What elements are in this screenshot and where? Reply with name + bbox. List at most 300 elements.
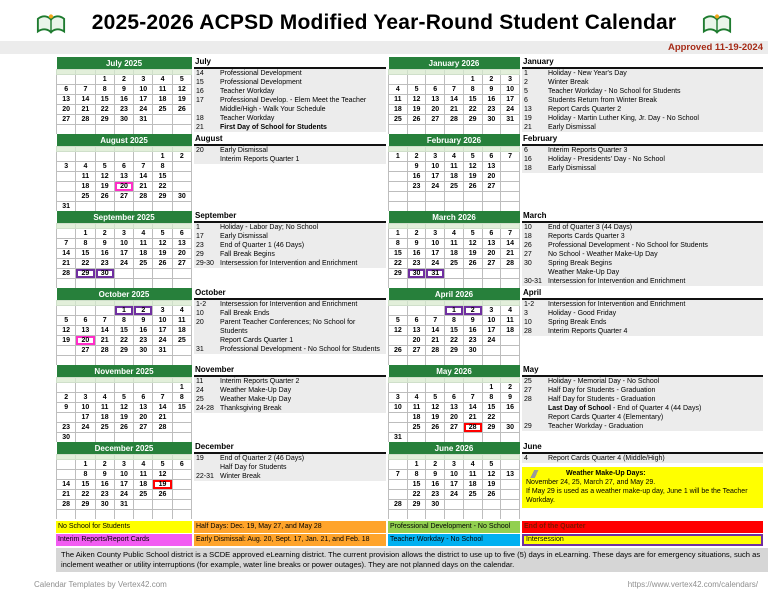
calendar-week-row <box>57 229 192 239</box>
calendar-empty-cell <box>426 192 445 202</box>
calendar-day-cell: 23 <box>463 336 482 346</box>
calendar-day-cell: 25 <box>463 490 482 500</box>
calendar-week-row <box>57 433 192 443</box>
calendar-day-cell: 15 <box>172 403 191 413</box>
calendar-day-cell: 9 <box>134 316 153 326</box>
calendar-day-cell: 20 <box>114 182 133 192</box>
calendar-empty-cell <box>57 192 76 202</box>
calendar-empty-cell <box>76 383 95 393</box>
calendar-day-cell: 4 <box>76 162 95 172</box>
event-text: Holiday - Presidents' Day - No School <box>548 156 665 163</box>
calendar-week-row <box>389 393 520 403</box>
calendar-empty-cell <box>76 433 95 443</box>
calendar-day-cell: 24 <box>501 105 520 115</box>
event-text: Teacher Workday - Graduation <box>548 423 644 430</box>
calendar-empty-cell <box>389 490 408 500</box>
calendar-day-cell: 19 <box>463 172 482 182</box>
calendar-day-cell: 28 <box>76 115 95 125</box>
calendar-day-cell: 8 <box>445 316 464 326</box>
calendar-week-row <box>389 125 520 135</box>
calendar-day-cell: 31 <box>501 115 520 125</box>
calendar-day-cell: 8 <box>95 85 114 95</box>
calendar-empty-cell <box>172 182 191 192</box>
calendar-day-cell: 30 <box>95 269 114 279</box>
calendar-empty-cell <box>407 510 426 520</box>
calendar-empty-cell <box>501 182 520 192</box>
event-date: 11 <box>196 378 204 385</box>
calendar-day-cell: 4 <box>501 306 520 316</box>
calendar-week-row <box>57 105 192 115</box>
calendar-day-cell: 14 <box>463 403 482 413</box>
calendar-day-cell: 10 <box>426 239 445 249</box>
calendar-day-cell: 17 <box>114 249 133 259</box>
calendar-day-cell: 25 <box>76 192 95 202</box>
legend-end-of-quarter: End of the Quarter <box>522 521 763 533</box>
calendar-day-cell: 16 <box>114 95 133 105</box>
calendar-day-cell: 17 <box>445 480 464 490</box>
event-row <box>522 259 763 268</box>
calendar-week-row <box>389 403 520 413</box>
calendar-day-cell: 25 <box>445 259 464 269</box>
calendar-day-cell: 6 <box>482 152 501 162</box>
calendar-header-row <box>389 442 520 455</box>
calendar-table <box>56 288 192 365</box>
calendar-day-cell: 3 <box>76 393 95 403</box>
calendar-day-cell: 22 <box>389 259 408 269</box>
legend-intersession: Intersession <box>522 534 763 546</box>
event-row <box>194 87 386 96</box>
calendar-day-cell: 15 <box>389 249 408 259</box>
weather-makeup-box <box>522 467 763 508</box>
calendar-empty-cell <box>407 279 426 289</box>
calendar-empty-cell <box>153 433 172 443</box>
calendar-empty-cell <box>501 279 520 289</box>
calendar-empty-cell <box>134 383 153 393</box>
calendar-empty-cell <box>172 433 191 443</box>
calendar-day-cell: 7 <box>445 85 464 95</box>
event-date: 17 <box>196 233 204 240</box>
calendar-empty-cell <box>426 125 445 135</box>
calendar-empty-cell <box>445 75 464 85</box>
calendar-day-cell: 29 <box>95 115 114 125</box>
calendar-day-cell: 23 <box>134 336 153 346</box>
event-row <box>194 395 386 404</box>
event-date: 28 <box>524 396 532 403</box>
event-date: 18 <box>524 233 532 240</box>
calendar-week-row <box>389 182 520 192</box>
calendar-month-title: October 2025 <box>57 288 192 301</box>
calendar-day-cell: 30 <box>95 500 114 510</box>
calendar-table <box>56 57 192 134</box>
event-date: 24 <box>196 387 204 394</box>
calendar-day-cell: 27 <box>172 259 191 269</box>
calendar-week-row <box>389 460 520 470</box>
calendar-month-title: November 2025 <box>57 365 192 378</box>
calendar-day-cell: 11 <box>134 470 153 480</box>
event-row <box>194 345 386 354</box>
calendar-empty-cell <box>172 413 191 423</box>
calendar-day-cell: 1 <box>76 229 95 239</box>
calendar-day-cell: 4 <box>134 229 153 239</box>
calendar-day-cell: 18 <box>95 413 114 423</box>
calendar-day-cell: 1 <box>389 152 408 162</box>
calendar-empty-cell <box>463 279 482 289</box>
calendar-day-cell: 28 <box>501 259 520 269</box>
calendar-day-cell: 23 <box>482 105 501 115</box>
calendar-week-row <box>57 306 192 316</box>
calendar-empty-cell <box>426 75 445 85</box>
event-date: 14 <box>196 70 204 77</box>
calendar-empty-cell <box>389 423 408 433</box>
calendar-week-row <box>389 75 520 85</box>
calendar-day-cell: 9 <box>407 239 426 249</box>
calendar-week-row <box>57 480 192 490</box>
calendar-empty-cell <box>407 306 426 316</box>
calendar-day-cell: 28 <box>57 500 76 510</box>
calendar-day-cell: 18 <box>153 95 172 105</box>
page-footer <box>34 580 758 589</box>
calendar-day-cell: 7 <box>501 152 520 162</box>
calendar-day-cell: 23 <box>57 423 76 433</box>
event-date: 2 <box>524 79 528 86</box>
calendar-day-cell: 29 <box>407 500 426 510</box>
event-date: 21 <box>524 124 532 131</box>
calendar-day-cell: 12 <box>407 95 426 105</box>
calendar-day-cell: 15 <box>95 95 114 105</box>
calendar-empty-cell <box>407 202 426 212</box>
calendar-day-cell: 23 <box>407 182 426 192</box>
calendar-day-cell: 11 <box>134 239 153 249</box>
calendar-empty-cell <box>172 470 191 480</box>
event-date: 31 <box>196 346 204 353</box>
calendar-day-cell: 7 <box>76 85 95 95</box>
calendar-day-cell: 22 <box>76 259 95 269</box>
school-logo-left-icon <box>36 12 66 35</box>
calendar-week-row <box>57 239 192 249</box>
calendar-empty-cell <box>389 172 408 182</box>
calendar-table <box>56 211 192 288</box>
event-text: Last Day of School - End of Quarter 4 (44 Days) <box>548 405 702 412</box>
calendar-day-cell: 30 <box>407 269 426 279</box>
calendar-day-cell: 4 <box>407 393 426 403</box>
elearning-footnote: The Aiken County Public School district is a SCDE approved eLearning district. The current provision allows the district to use up to five (5) days in eLearning. These days are for emergency situations, such as inclement weather or utility interruptions (for example, water line breaks or power outages). They are not planned days on the calendar. <box>56 548 768 572</box>
calendar-day-cell: 1 <box>153 152 172 162</box>
footer-link[interactable]: https://www.vertex42.com/calendars/ <box>627 580 758 589</box>
calendar-day-cell: 9 <box>482 85 501 95</box>
event-text-bold: Last Day of School <box>548 405 612 412</box>
calendar-empty-cell <box>134 510 153 520</box>
calendar-day-cell: 12 <box>153 239 172 249</box>
event-text: Report Cards Quarter 4 (Elementary) <box>548 414 664 421</box>
event-text: End of Quarter 3 (44 Days) <box>548 224 633 231</box>
event-date: 18 <box>196 115 204 122</box>
calendar-day-cell: 13 <box>482 162 501 172</box>
event-date: 25 <box>196 396 204 403</box>
calendar-empty-cell <box>389 336 408 346</box>
calendar-day-cell: 16 <box>463 326 482 336</box>
calendar-day-cell: 7 <box>153 393 172 403</box>
calendar-week-row <box>389 423 520 433</box>
calendar-day-cell: 12 <box>114 403 133 413</box>
event-text: Half Day for Students - Graduation <box>548 387 656 394</box>
calendar-empty-cell <box>501 172 520 182</box>
calendar-day-cell: 5 <box>114 393 133 403</box>
calendar-day-cell: 28 <box>95 346 114 356</box>
calendar-empty-cell <box>172 269 191 279</box>
calendar-day-cell: 13 <box>114 172 133 182</box>
calendar-day-cell: 18 <box>501 326 520 336</box>
calendar-day-cell: 6 <box>76 316 95 326</box>
calendar-empty-cell <box>389 413 408 423</box>
calendar-day-cell: 18 <box>463 480 482 490</box>
events-month-heading: May <box>522 365 763 377</box>
calendar-empty-cell <box>57 172 76 182</box>
calendar-day-cell: 16 <box>95 249 114 259</box>
calendar-day-cell: 12 <box>463 239 482 249</box>
calendar-day-cell: 14 <box>76 95 95 105</box>
calendar-day-cell: 26 <box>153 490 172 500</box>
calendar-header-row <box>389 57 520 70</box>
calendar-week-row <box>57 172 192 182</box>
calendar-day-cell: 18 <box>445 249 464 259</box>
calendar-empty-cell <box>501 490 520 500</box>
calendar-week-row <box>57 125 192 135</box>
calendar-day-cell: 1 <box>482 383 501 393</box>
calendar-empty-cell <box>114 269 133 279</box>
calendar-day-cell: 13 <box>445 403 464 413</box>
calendar-empty-cell <box>134 269 153 279</box>
calendar-empty-cell <box>407 383 426 393</box>
calendar-header-row <box>57 211 192 224</box>
calendar-empty-cell <box>463 433 482 443</box>
calendar-header-row <box>389 134 520 147</box>
calendar-empty-cell <box>426 306 445 316</box>
calendar-day-cell: 4 <box>153 75 172 85</box>
calendar-day-cell: 18 <box>134 249 153 259</box>
calendar-day-cell: 5 <box>153 229 172 239</box>
calendar-week-row <box>57 249 192 259</box>
event-text: Weather Make-Up Day <box>548 269 620 276</box>
calendar-day-cell: 23 <box>95 490 114 500</box>
calendar-day-cell: 26 <box>407 115 426 125</box>
legend-interim-reports: Interim Reports/Report Cards <box>56 534 192 546</box>
calendar-day-cell: 8 <box>407 470 426 480</box>
calendar-day-cell: 10 <box>482 316 501 326</box>
event-row <box>522 277 763 286</box>
calendar-empty-cell <box>57 510 76 520</box>
calendar-day-cell: 9 <box>407 162 426 172</box>
calendar-empty-cell <box>501 433 520 443</box>
calendar-empty-cell <box>389 510 408 520</box>
calendar-day-cell: 18 <box>407 413 426 423</box>
month-calendar-july <box>56 57 192 134</box>
calendar-day-cell: 6 <box>482 229 501 239</box>
calendar-week-row <box>57 326 192 336</box>
weather-slash-icon <box>525 470 543 478</box>
calendar-day-cell: 10 <box>445 470 464 480</box>
event-date: 10 <box>524 319 532 326</box>
calendar-week-row <box>389 279 520 289</box>
events-column-2026 <box>522 57 763 519</box>
calendar-empty-cell <box>114 383 133 393</box>
event-row <box>522 318 763 327</box>
calendar-week-row <box>57 393 192 403</box>
calendar-week-row <box>57 192 192 202</box>
calendar-empty-cell <box>445 500 464 510</box>
calendar-week-row <box>57 279 192 289</box>
event-date: 4 <box>524 455 528 462</box>
event-text: Holiday - New Year's Day <box>548 70 627 77</box>
calendar-empty-cell <box>463 356 482 366</box>
calendar-empty-cell <box>95 383 114 393</box>
calendar-day-cell: 30 <box>501 423 520 433</box>
event-row <box>194 472 386 481</box>
events-month-heading: August <box>194 134 386 146</box>
event-row <box>194 250 386 259</box>
calendar-month-title: March 2026 <box>389 211 520 224</box>
calendar-empty-cell <box>76 152 95 162</box>
calendar-day-cell: 11 <box>407 403 426 413</box>
event-text: Report Cards Quarter 4 (Middle/High) <box>548 455 665 462</box>
event-date: 26 <box>524 242 532 249</box>
calendar-day-cell: 10 <box>76 403 95 413</box>
event-row <box>522 454 763 463</box>
calendar-day-cell: 24 <box>114 490 133 500</box>
calendar-month-title: January 2026 <box>389 57 520 70</box>
calendar-day-cell: 21 <box>426 336 445 346</box>
calendar-week-row <box>389 413 520 423</box>
event-date: 29 <box>196 251 204 258</box>
calendar-empty-cell <box>407 192 426 202</box>
calendar-day-cell: 28 <box>57 269 76 279</box>
calendar-day-cell: 26 <box>482 490 501 500</box>
calendar-day-cell: 10 <box>114 239 133 249</box>
event-text: Report Cards Quarter 1 <box>220 337 294 344</box>
calendar-day-cell: 2 <box>482 75 501 85</box>
calendar-day-cell: 9 <box>95 239 114 249</box>
calendar-header-row <box>389 288 520 301</box>
calendar-day-cell: 27 <box>57 115 76 125</box>
calendar-empty-cell <box>482 269 501 279</box>
event-row <box>194 463 386 472</box>
calendar-empty-cell <box>134 500 153 510</box>
calendar-day-cell: 30 <box>482 115 501 125</box>
calendar-empty-cell <box>134 356 153 366</box>
calendar-week-row <box>57 75 192 85</box>
calendar-day-cell: 31 <box>114 500 133 510</box>
calendar-empty-cell <box>153 125 172 135</box>
event-text: Holiday - Good Friday <box>548 310 617 317</box>
calendar-day-cell: 22 <box>114 336 133 346</box>
event-row <box>522 114 763 123</box>
event-text: Weather Make-Up Day <box>220 396 292 403</box>
event-row <box>522 377 763 386</box>
event-date: 27 <box>524 387 532 394</box>
calendar-day-cell: 2 <box>407 152 426 162</box>
calendar-day-cell: 2 <box>501 383 520 393</box>
event-date: 3 <box>524 310 528 317</box>
calendar-empty-cell <box>389 192 408 202</box>
calendar-day-cell: 3 <box>134 75 153 85</box>
calendar-table <box>56 134 192 211</box>
event-text: Fall Break Begins <box>220 251 275 258</box>
calendar-empty-cell <box>172 279 191 289</box>
calendar-day-cell: 23 <box>114 105 133 115</box>
calendar-day-cell: 7 <box>463 393 482 403</box>
calendar-week-row <box>389 356 520 366</box>
event-row <box>194 318 386 336</box>
approved-date: Approved 11-19-2024 <box>667 42 763 53</box>
calendar-day-cell: 27 <box>482 182 501 192</box>
month-calendar-january <box>388 57 520 134</box>
calendar-day-cell: 15 <box>114 326 133 336</box>
calendar-day-cell: 26 <box>426 423 445 433</box>
calendar-month-title: December 2025 <box>57 442 192 455</box>
calendar-day-cell: 5 <box>426 393 445 403</box>
event-row <box>522 123 763 132</box>
calendar-empty-cell <box>389 162 408 172</box>
calendar-day-cell: 21 <box>153 413 172 423</box>
calendar-empty-cell <box>463 383 482 393</box>
calendar-empty-cell <box>76 510 95 520</box>
footer-credit: Calendar Templates by Vertex42.com <box>34 580 167 589</box>
event-row <box>522 146 763 155</box>
event-date <box>522 404 548 413</box>
calendar-header-row <box>389 211 520 224</box>
calendar-empty-cell <box>57 346 76 356</box>
calendar-day-cell: 28 <box>445 115 464 125</box>
legend-prof-dev: Professional Development - No School <box>388 521 520 533</box>
calendar-day-cell: 6 <box>445 393 464 403</box>
calendar-empty-cell <box>426 433 445 443</box>
calendar-empty-cell <box>172 356 191 366</box>
calendar-day-cell: 19 <box>463 249 482 259</box>
event-date: 17 <box>196 97 204 104</box>
calendar-empty-cell <box>95 510 114 520</box>
calendar-day-cell: 7 <box>57 239 76 249</box>
calendar-day-cell: 2 <box>407 229 426 239</box>
month-events-march <box>522 211 763 288</box>
calendar-day-cell: 7 <box>389 470 408 480</box>
calendar-week-row <box>389 306 520 316</box>
events-month-heading: October <box>194 288 386 300</box>
event-date <box>522 268 548 277</box>
calendar-day-cell: 13 <box>134 403 153 413</box>
calendar-day-cell: 5 <box>463 152 482 162</box>
calendar-empty-cell <box>172 202 191 212</box>
calendar-empty-cell <box>445 383 464 393</box>
event-text: End of Quarter 2 (46 Days) <box>220 455 305 462</box>
calendar-empty-cell <box>445 202 464 212</box>
event-text: Early Dismissal <box>220 233 268 240</box>
event-text: Professional Development - No School for Students <box>548 242 708 249</box>
calendar-day-cell: 15 <box>76 480 95 490</box>
calendar-header-row <box>57 288 192 301</box>
calendar-day-cell: 12 <box>95 172 114 182</box>
calendar-empty-cell <box>426 202 445 212</box>
calendar-day-cell: 30 <box>172 192 191 202</box>
calendar-day-cell: 26 <box>463 182 482 192</box>
calendar-empty-cell <box>482 192 501 202</box>
month-events-october <box>194 288 386 365</box>
calendar-week-row <box>57 152 192 162</box>
calendar-day-cell: 25 <box>407 423 426 433</box>
calendar-empty-cell <box>134 202 153 212</box>
event-date: 20 <box>196 319 204 326</box>
event-row <box>194 232 386 241</box>
event-text: First Day of School for Students <box>220 124 327 131</box>
weather-box-title: Weather Make-Up Days: <box>566 470 646 477</box>
